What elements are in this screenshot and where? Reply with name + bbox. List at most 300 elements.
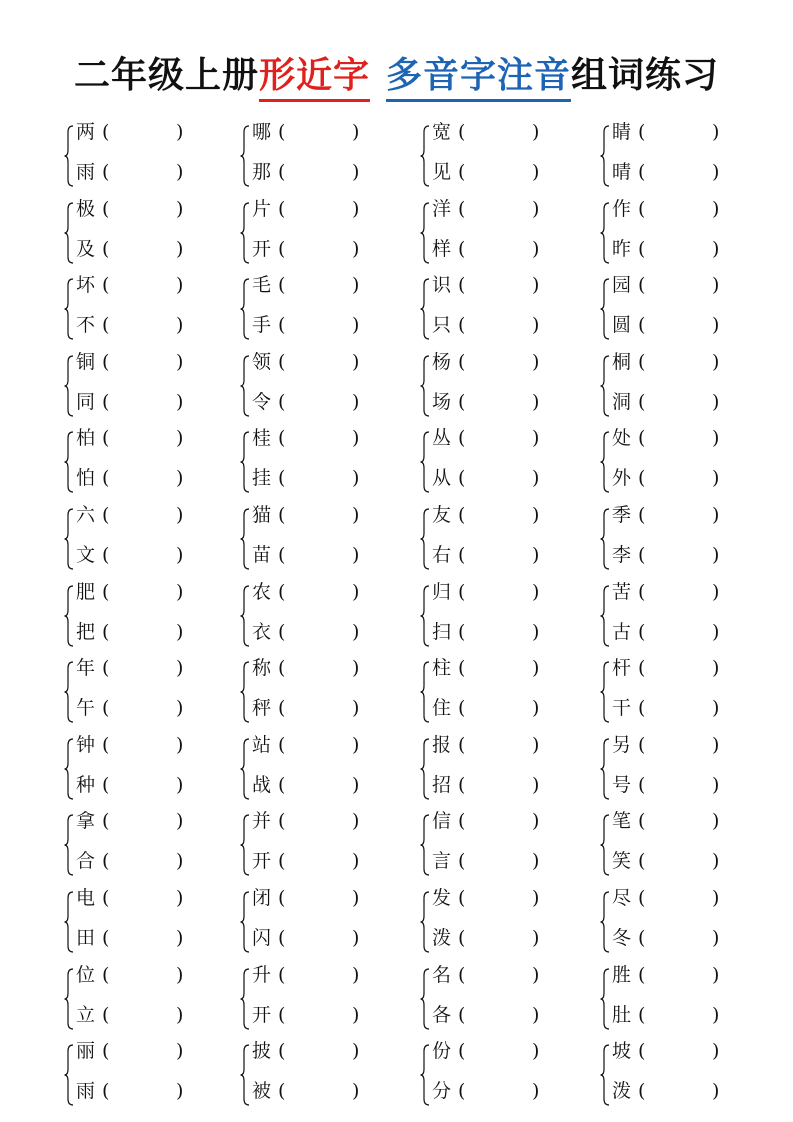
char-row bbox=[432, 424, 590, 452]
title-part-polyphonic: 多音字注音 bbox=[386, 53, 571, 102]
character: 那 bbox=[252, 161, 272, 183]
answer-paren-open: ( bbox=[458, 351, 466, 373]
char-row bbox=[612, 424, 770, 452]
char-row bbox=[432, 235, 590, 263]
character: 站 bbox=[252, 734, 272, 756]
char-row bbox=[612, 118, 770, 146]
answer-paren-open: ( bbox=[638, 427, 646, 449]
character: 片 bbox=[252, 198, 272, 220]
character: 柏 bbox=[76, 427, 96, 449]
char-row bbox=[252, 195, 410, 223]
char-row bbox=[252, 654, 410, 682]
curly-brace-icon bbox=[64, 584, 74, 648]
character: 披 bbox=[252, 1040, 272, 1062]
character: 毛 bbox=[252, 274, 272, 296]
char-row bbox=[252, 541, 410, 569]
answer-paren-open: ( bbox=[638, 964, 646, 986]
answer-paren-close: ) bbox=[712, 427, 720, 449]
char-row bbox=[612, 924, 770, 952]
answer-paren-close: ) bbox=[352, 734, 360, 756]
answer-paren-close: ) bbox=[712, 467, 720, 489]
answer-paren-open: ( bbox=[278, 734, 286, 756]
answer-paren-open: ( bbox=[278, 1080, 286, 1102]
answer-paren-close: ) bbox=[176, 467, 184, 489]
character: 处 bbox=[612, 427, 632, 449]
character: 怕 bbox=[76, 467, 96, 489]
answer-paren-open: ( bbox=[102, 1004, 110, 1026]
answer-paren-open: ( bbox=[458, 1080, 466, 1102]
answer-paren-close: ) bbox=[532, 734, 540, 756]
char-row bbox=[432, 924, 590, 952]
title-part-grade: 二年级上册 bbox=[73, 55, 259, 96]
answer-paren-open: ( bbox=[638, 774, 646, 796]
character: 分 bbox=[432, 1080, 452, 1102]
character: 钟 bbox=[76, 734, 96, 756]
curly-brace-icon bbox=[240, 737, 250, 801]
curly-brace-icon bbox=[240, 660, 250, 724]
curly-brace-icon bbox=[64, 124, 74, 188]
answer-paren-open: ( bbox=[458, 121, 466, 143]
char-row bbox=[612, 1001, 770, 1029]
answer-paren-close: ) bbox=[176, 657, 184, 679]
answer-paren-close: ) bbox=[712, 1004, 720, 1026]
char-row bbox=[76, 118, 234, 146]
answer-paren-open: ( bbox=[638, 850, 646, 872]
char-pair-group bbox=[240, 198, 410, 265]
curly-brace-icon bbox=[64, 354, 74, 418]
answer-paren-open: ( bbox=[278, 161, 286, 183]
character: 洋 bbox=[432, 198, 452, 220]
char-row bbox=[252, 271, 410, 299]
answer-paren-open: ( bbox=[458, 161, 466, 183]
answer-paren-close: ) bbox=[176, 238, 184, 260]
char-row bbox=[252, 731, 410, 759]
char-pair-group bbox=[240, 657, 410, 724]
char-pair-group bbox=[64, 504, 234, 571]
answer-paren-open: ( bbox=[278, 657, 286, 679]
char-row bbox=[76, 464, 234, 492]
curly-brace-icon bbox=[64, 660, 74, 724]
character: 开 bbox=[252, 1004, 272, 1026]
character: 扫 bbox=[432, 621, 452, 643]
character: 招 bbox=[432, 774, 452, 796]
char-pair-group bbox=[420, 734, 590, 801]
answer-paren-close: ) bbox=[712, 697, 720, 719]
char-row bbox=[76, 731, 234, 759]
answer-paren-open: ( bbox=[458, 427, 466, 449]
answer-paren-close: ) bbox=[352, 544, 360, 566]
answer-paren-open: ( bbox=[458, 621, 466, 643]
answer-paren-close: ) bbox=[532, 850, 540, 872]
character: 住 bbox=[432, 697, 452, 719]
char-row bbox=[432, 847, 590, 875]
char-row bbox=[432, 1077, 590, 1105]
answer-paren-open: ( bbox=[458, 198, 466, 220]
character: 桂 bbox=[252, 427, 272, 449]
character: 两 bbox=[76, 121, 96, 143]
char-row bbox=[612, 501, 770, 529]
character: 晴 bbox=[612, 161, 632, 183]
curly-brace-icon bbox=[600, 890, 610, 954]
answer-paren-close: ) bbox=[712, 927, 720, 949]
answer-paren-open: ( bbox=[278, 198, 286, 220]
char-pair-group bbox=[240, 581, 410, 648]
char-pair-group bbox=[240, 274, 410, 341]
char-row bbox=[252, 424, 410, 452]
answer-paren-close: ) bbox=[532, 1040, 540, 1062]
char-pair-group bbox=[420, 504, 590, 571]
char-row bbox=[612, 618, 770, 646]
curly-brace-icon bbox=[64, 430, 74, 494]
char-row bbox=[252, 501, 410, 529]
curly-brace-icon bbox=[420, 354, 430, 418]
char-pair-group bbox=[64, 1040, 234, 1107]
answer-paren-open: ( bbox=[278, 1004, 286, 1026]
char-row bbox=[76, 578, 234, 606]
answer-paren-close: ) bbox=[532, 657, 540, 679]
character: 右 bbox=[432, 544, 452, 566]
answer-paren-open: ( bbox=[458, 504, 466, 526]
char-pair-group bbox=[600, 964, 770, 1031]
char-pair-group bbox=[240, 887, 410, 954]
answer-paren-open: ( bbox=[458, 391, 466, 413]
answer-paren-open: ( bbox=[102, 1040, 110, 1062]
char-row bbox=[252, 884, 410, 912]
character: 另 bbox=[612, 734, 632, 756]
char-pair-group bbox=[600, 351, 770, 418]
answer-paren-open: ( bbox=[278, 427, 286, 449]
answer-paren-open: ( bbox=[102, 314, 110, 336]
char-pair-group bbox=[420, 351, 590, 418]
answer-paren-close: ) bbox=[712, 657, 720, 679]
character: 电 bbox=[76, 887, 96, 909]
character: 尽 bbox=[612, 887, 632, 909]
answer-paren-open: ( bbox=[278, 964, 286, 986]
answer-paren-open: ( bbox=[638, 161, 646, 183]
answer-paren-close: ) bbox=[352, 657, 360, 679]
answer-paren-close: ) bbox=[532, 964, 540, 986]
char-row bbox=[252, 694, 410, 722]
character: 雨 bbox=[76, 161, 96, 183]
char-pair-group bbox=[420, 274, 590, 341]
char-row bbox=[432, 388, 590, 416]
char-pair-group bbox=[420, 427, 590, 494]
curly-brace-icon bbox=[64, 813, 74, 877]
answer-paren-open: ( bbox=[638, 657, 646, 679]
char-row bbox=[612, 464, 770, 492]
character: 开 bbox=[252, 238, 272, 260]
character: 苦 bbox=[612, 581, 632, 603]
char-row bbox=[252, 464, 410, 492]
character: 作 bbox=[612, 198, 632, 220]
curly-brace-icon bbox=[240, 890, 250, 954]
char-row bbox=[76, 424, 234, 452]
char-pair-group bbox=[420, 657, 590, 724]
char-pair-group bbox=[420, 810, 590, 877]
answer-paren-close: ) bbox=[176, 697, 184, 719]
curly-brace-icon bbox=[600, 967, 610, 1031]
answer-paren-close: ) bbox=[712, 544, 720, 566]
curly-brace-icon bbox=[420, 660, 430, 724]
character: 杆 bbox=[612, 657, 632, 679]
char-row bbox=[252, 118, 410, 146]
char-row bbox=[76, 1001, 234, 1029]
curly-brace-icon bbox=[240, 430, 250, 494]
character: 笔 bbox=[612, 810, 632, 832]
curly-brace-icon bbox=[600, 354, 610, 418]
character: 领 bbox=[252, 351, 272, 373]
curly-brace-icon bbox=[600, 737, 610, 801]
curly-brace-icon bbox=[240, 584, 250, 648]
answer-paren-close: ) bbox=[532, 467, 540, 489]
answer-paren-open: ( bbox=[102, 887, 110, 909]
character: 雨 bbox=[76, 1080, 96, 1102]
char-pair-group bbox=[420, 198, 590, 265]
answer-paren-open: ( bbox=[102, 274, 110, 296]
answer-paren-open: ( bbox=[458, 1040, 466, 1062]
char-pair-group bbox=[64, 810, 234, 877]
answer-paren-close: ) bbox=[352, 1004, 360, 1026]
curly-brace-icon bbox=[600, 1043, 610, 1107]
char-row bbox=[432, 884, 590, 912]
char-pair-group bbox=[600, 198, 770, 265]
char-row bbox=[612, 694, 770, 722]
char-row bbox=[432, 501, 590, 529]
curly-brace-icon bbox=[420, 277, 430, 341]
character: 昨 bbox=[612, 238, 632, 260]
answer-paren-open: ( bbox=[102, 581, 110, 603]
char-pair-group bbox=[240, 351, 410, 418]
answer-paren-open: ( bbox=[278, 581, 286, 603]
char-row bbox=[76, 348, 234, 376]
answer-paren-close: ) bbox=[352, 850, 360, 872]
answer-paren-close: ) bbox=[352, 810, 360, 832]
answer-paren-close: ) bbox=[176, 1004, 184, 1026]
char-row bbox=[432, 961, 590, 989]
character: 合 bbox=[76, 850, 96, 872]
answer-paren-close: ) bbox=[352, 238, 360, 260]
character: 拿 bbox=[76, 810, 96, 832]
curly-brace-icon bbox=[420, 584, 430, 648]
curly-brace-icon bbox=[240, 507, 250, 571]
character: 立 bbox=[76, 1004, 96, 1026]
char-row bbox=[252, 1001, 410, 1029]
character: 秤 bbox=[252, 697, 272, 719]
answer-paren-close: ) bbox=[352, 467, 360, 489]
answer-paren-open: ( bbox=[278, 1040, 286, 1062]
char-row bbox=[432, 195, 590, 223]
answer-paren-close: ) bbox=[176, 351, 184, 373]
answer-paren-open: ( bbox=[638, 734, 646, 756]
answer-paren-open: ( bbox=[102, 121, 110, 143]
answer-paren-open: ( bbox=[278, 774, 286, 796]
character: 桐 bbox=[612, 351, 632, 373]
character: 李 bbox=[612, 544, 632, 566]
char-row bbox=[76, 654, 234, 682]
char-row bbox=[612, 731, 770, 759]
char-row bbox=[432, 731, 590, 759]
answer-paren-open: ( bbox=[458, 238, 466, 260]
answer-paren-close: ) bbox=[352, 351, 360, 373]
char-row bbox=[76, 847, 234, 875]
answer-paren-close: ) bbox=[176, 734, 184, 756]
title-part-similar-chars: 形近字 bbox=[259, 53, 370, 102]
character: 睛 bbox=[612, 121, 632, 143]
answer-paren-open: ( bbox=[278, 467, 286, 489]
curly-brace-icon bbox=[240, 967, 250, 1031]
char-pair-group bbox=[420, 121, 590, 188]
char-row bbox=[76, 271, 234, 299]
char-row bbox=[252, 1077, 410, 1105]
answer-paren-open: ( bbox=[102, 544, 110, 566]
char-row bbox=[76, 884, 234, 912]
char-row bbox=[76, 195, 234, 223]
char-pair-group bbox=[600, 657, 770, 724]
character: 柱 bbox=[432, 657, 452, 679]
character: 开 bbox=[252, 850, 272, 872]
answer-paren-close: ) bbox=[176, 544, 184, 566]
char-row bbox=[76, 694, 234, 722]
answer-paren-close: ) bbox=[532, 351, 540, 373]
char-pair-group bbox=[600, 427, 770, 494]
char-row bbox=[612, 311, 770, 339]
answer-paren-open: ( bbox=[102, 238, 110, 260]
answer-paren-close: ) bbox=[176, 314, 184, 336]
character: 份 bbox=[432, 1040, 452, 1062]
char-row bbox=[612, 654, 770, 682]
curly-brace-icon bbox=[420, 967, 430, 1031]
answer-paren-open: ( bbox=[278, 314, 286, 336]
answer-paren-close: ) bbox=[352, 927, 360, 949]
char-pair-group bbox=[64, 734, 234, 801]
answer-paren-close: ) bbox=[532, 544, 540, 566]
character: 苗 bbox=[252, 544, 272, 566]
character: 战 bbox=[252, 774, 272, 796]
curly-brace-icon bbox=[240, 354, 250, 418]
curly-brace-icon bbox=[240, 277, 250, 341]
curly-brace-icon bbox=[64, 277, 74, 341]
char-pair-group bbox=[64, 887, 234, 954]
answer-paren-open: ( bbox=[102, 734, 110, 756]
answer-paren-open: ( bbox=[278, 391, 286, 413]
character: 外 bbox=[612, 467, 632, 489]
answer-paren-close: ) bbox=[712, 238, 720, 260]
character: 发 bbox=[432, 887, 452, 909]
answer-paren-open: ( bbox=[458, 697, 466, 719]
curly-brace-icon bbox=[420, 430, 430, 494]
answer-paren-close: ) bbox=[532, 887, 540, 909]
char-pair-group bbox=[64, 198, 234, 265]
character: 文 bbox=[76, 544, 96, 566]
character: 泼 bbox=[432, 927, 452, 949]
curly-brace-icon bbox=[420, 507, 430, 571]
answer-paren-close: ) bbox=[532, 314, 540, 336]
answer-paren-open: ( bbox=[278, 927, 286, 949]
char-row bbox=[432, 348, 590, 376]
char-pair-group bbox=[240, 964, 410, 1031]
character: 场 bbox=[432, 391, 452, 413]
char-row bbox=[612, 884, 770, 912]
answer-paren-open: ( bbox=[638, 1040, 646, 1062]
character: 友 bbox=[432, 504, 452, 526]
character: 并 bbox=[252, 810, 272, 832]
answer-paren-open: ( bbox=[638, 1004, 646, 1026]
char-row bbox=[252, 847, 410, 875]
char-row bbox=[76, 541, 234, 569]
answer-paren-open: ( bbox=[278, 274, 286, 296]
character: 及 bbox=[76, 238, 96, 260]
character: 样 bbox=[432, 238, 452, 260]
answer-paren-open: ( bbox=[638, 198, 646, 220]
answer-paren-open: ( bbox=[458, 1004, 466, 1026]
answer-paren-close: ) bbox=[176, 274, 184, 296]
char-row bbox=[76, 807, 234, 835]
character: 圆 bbox=[612, 314, 632, 336]
answer-paren-open: ( bbox=[102, 657, 110, 679]
answer-paren-open: ( bbox=[458, 734, 466, 756]
character: 铜 bbox=[76, 351, 96, 373]
char-row bbox=[76, 388, 234, 416]
answer-paren-close: ) bbox=[176, 121, 184, 143]
answer-paren-close: ) bbox=[532, 121, 540, 143]
curly-brace-icon bbox=[64, 737, 74, 801]
character: 闪 bbox=[252, 927, 272, 949]
answer-paren-close: ) bbox=[532, 774, 540, 796]
answer-paren-close: ) bbox=[712, 1080, 720, 1102]
char-row bbox=[76, 924, 234, 952]
char-row bbox=[612, 235, 770, 263]
character: 把 bbox=[76, 621, 96, 643]
character: 信 bbox=[432, 810, 452, 832]
character: 猫 bbox=[252, 504, 272, 526]
answer-paren-close: ) bbox=[532, 1080, 540, 1102]
curly-brace-icon bbox=[600, 813, 610, 877]
character: 种 bbox=[76, 774, 96, 796]
character: 令 bbox=[252, 391, 272, 413]
character: 胜 bbox=[612, 964, 632, 986]
char-pair-group bbox=[64, 351, 234, 418]
answer-paren-open: ( bbox=[638, 314, 646, 336]
character: 只 bbox=[432, 314, 452, 336]
answer-paren-close: ) bbox=[712, 198, 720, 220]
char-row bbox=[432, 654, 590, 682]
char-row bbox=[76, 501, 234, 529]
answer-paren-close: ) bbox=[176, 850, 184, 872]
curly-brace-icon bbox=[420, 737, 430, 801]
char-row bbox=[76, 311, 234, 339]
char-row bbox=[252, 578, 410, 606]
character: 挂 bbox=[252, 467, 272, 489]
answer-paren-open: ( bbox=[278, 850, 286, 872]
character: 识 bbox=[432, 274, 452, 296]
char-pair-group bbox=[420, 1040, 590, 1107]
character: 干 bbox=[612, 697, 632, 719]
answer-paren-close: ) bbox=[712, 274, 720, 296]
answer-paren-open: ( bbox=[458, 887, 466, 909]
answer-paren-open: ( bbox=[638, 544, 646, 566]
answer-paren-open: ( bbox=[102, 850, 110, 872]
curly-brace-icon bbox=[600, 660, 610, 724]
character: 不 bbox=[76, 314, 96, 336]
answer-paren-open: ( bbox=[102, 927, 110, 949]
char-row bbox=[432, 807, 590, 835]
character: 洞 bbox=[612, 391, 632, 413]
curly-brace-icon bbox=[240, 1043, 250, 1107]
curly-brace-icon bbox=[64, 507, 74, 571]
character: 极 bbox=[76, 198, 96, 220]
char-pair-group bbox=[64, 964, 234, 1031]
character: 从 bbox=[432, 467, 452, 489]
